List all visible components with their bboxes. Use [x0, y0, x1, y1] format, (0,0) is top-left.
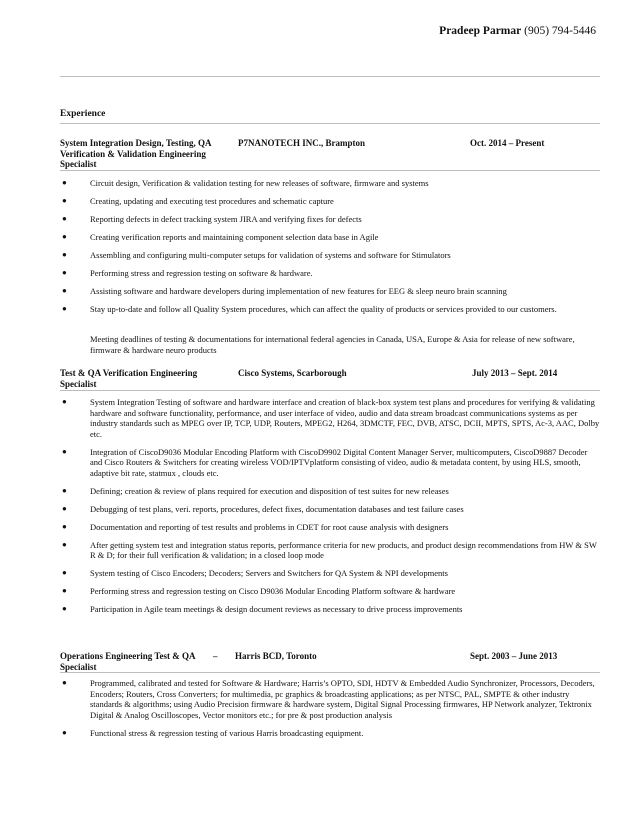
job-dates: Oct. 2014 – Present	[470, 138, 545, 148]
section-title-experience: Experience	[60, 109, 106, 119]
list-item: ● After getting system test and integration status reports, performance criteria for new products, and product design recommendations from HW & SW R & D; for their full verification & validation; in a closed loop mode	[62, 539, 597, 560]
list-item: ● System testing of Cisco Encoders; Decoders; Servers and Switchers for QA System & NPI developments	[62, 568, 448, 578]
job-company: Cisco Systems, Scarborough	[238, 368, 347, 378]
bullet-icon: ●	[62, 214, 67, 223]
bullet-icon: ●	[62, 286, 67, 295]
list-item: ● Reporting defects in defect tracking system JIRA and verifying fixes for defects	[62, 214, 362, 224]
job-dates: July 2013 – Sept. 2014	[472, 368, 558, 378]
job-divider	[60, 390, 600, 391]
job-divider	[60, 672, 600, 673]
bullet-icon: ●	[62, 485, 67, 495]
list-item: ● Defining; creation & review of plans required for execution and disposition of test suites for new releases	[62, 485, 449, 496]
list-item: ● Performing stress and regression testing on Cisco D9036 Modular Encoding Platform software & hardware	[62, 586, 456, 596]
bullet-icon: ●	[62, 250, 67, 259]
job-3-bullet-list	[60, 678, 600, 746]
bullet-icon: ●	[62, 268, 67, 277]
bullet-icon: ●	[62, 304, 67, 313]
bullet-icon: ●	[62, 178, 67, 187]
list-item: ● Performing stress and regression testing on software & hardware.	[62, 268, 313, 278]
bullet-icon: ●	[62, 196, 67, 205]
job-role: Operations Engineering Test & QA Specialist	[60, 651, 196, 672]
list-item: ● Assisting software and hardware developers during implementation of new features for EEG & sleep neuro brain scanning	[62, 286, 507, 296]
job-company: P7NANOTECH INC., Brampton	[238, 138, 366, 148]
list-item: ● Functional stress & regression testing of various Harris broadcasting equipment.	[62, 727, 364, 738]
resume-header	[439, 25, 596, 37]
list-item: ● Assembling and configuring multi-computer setups for validation of systems and software for Stimulators	[62, 250, 451, 260]
bullet-icon: ●	[62, 678, 67, 687]
job-role: Test & QA Verification Engineering Specialist	[60, 368, 198, 389]
job-1-bullet-list	[60, 178, 600, 322]
list-item: ● Participation in Agile team meetings & design document reviews as necessary to drive process improvements	[62, 604, 463, 614]
bullet-icon: ●	[62, 604, 67, 613]
bullet-icon: ●	[62, 397, 67, 406]
job-divider	[60, 170, 600, 171]
bullet-icon: ●	[62, 232, 67, 241]
list-item: ● Debugging of test plans, veri. reports, procedures, defect fixes, documentation databases and test failure cases	[62, 503, 464, 514]
list-item: ● Circuit design, Verification & validation testing for new releases of software, firmware and systems	[62, 178, 429, 188]
list-item: ● Creating, updating and executing test procedures and schematic capture	[62, 196, 334, 206]
list-item: ● Documentation and reporting of test results and problems in CDET for root cause analysis with designers	[62, 521, 449, 532]
candidate-phone: (905) 794-5446	[524, 25, 596, 37]
job-company-dash: –	[213, 651, 218, 661]
bullet-icon: ●	[62, 521, 67, 531]
bullet-icon: ●	[62, 586, 67, 595]
bullet-icon: ●	[62, 568, 67, 577]
list-item: ● Creating verification reports and maintaining component selection data base in Agile	[62, 232, 379, 242]
list-item: ● Stay up-to-date and follow all Quality System procedures, which can affect the quality of products or services provided to our customers.	[62, 304, 557, 314]
section-divider	[60, 123, 600, 124]
bullet-icon: ●	[62, 539, 67, 549]
job-role: System Integration Design, Testing, QA Verification & Validation Engineering Specialist	[60, 138, 212, 169]
job-dates: Sept. 2003 – June 2013	[470, 651, 558, 661]
candidate-name: Pradeep Parmar	[439, 25, 522, 37]
bullet-icon: ●	[62, 446, 67, 456]
list-item: ● Integration of CiscoD9036 Modular Encoding Platform with CiscoD9902 Digital Content Manager Server, multicomputers, CiscoD9887 Decoder and Cisco Routers & Switchers for creating wireless VOD/IPTVplatform consisting of video, audio & metadata content, by using HLS, smooth, adaptive bit rate, statmux , clouds etc.	[62, 446, 588, 478]
list-item: ● Programmed, calibrated and tested for Software & Hardware; Harris’s OPTO, SDI, HDTV & Embedded Audio Synchronizer, Processors, Decoders, Encoders; Routers, Cross Converters; for multimedia, pc graphics & broadcasting applications; as per NTSC, PAL, SMPTE & other industry standards & algorithms; using Audio Precision firmware & hardware system, Digital Signal Processing firmwares, HP Network analyzer, Tektronix Digital & Analog Oscilloscopes, Vector monitors etc.; for pre & post production analysis	[62, 678, 595, 720]
job-company: Harris BCD, Toronto	[235, 651, 317, 661]
bullet-icon: ●	[62, 727, 67, 737]
job-1-extra-paragraph: Meeting deadlines of testing & documentations for international federal agencies in Canada, USA, Europe & Asia for release of new software, firmware & hardware neuro products	[90, 334, 575, 355]
list-item: ● System Integration Testing of software and hardware interface and creation of black-box system test plans and procedures for verifying & validating hardware and software functionality, performance, and user interface of video, audio and data stream broadcast communications systems as per industry standards such as MPEG over IP, TCP, UDP, Routers, MPEG2, H264, 3DMCTF, FEC, DVB, ATSC, DCII, MPTS, SPTS, Ac-3, AAC, Dolby etc.	[62, 397, 600, 439]
header-divider	[60, 76, 600, 77]
bullet-icon: ●	[62, 503, 67, 513]
job-2-bullet-list	[60, 397, 600, 622]
